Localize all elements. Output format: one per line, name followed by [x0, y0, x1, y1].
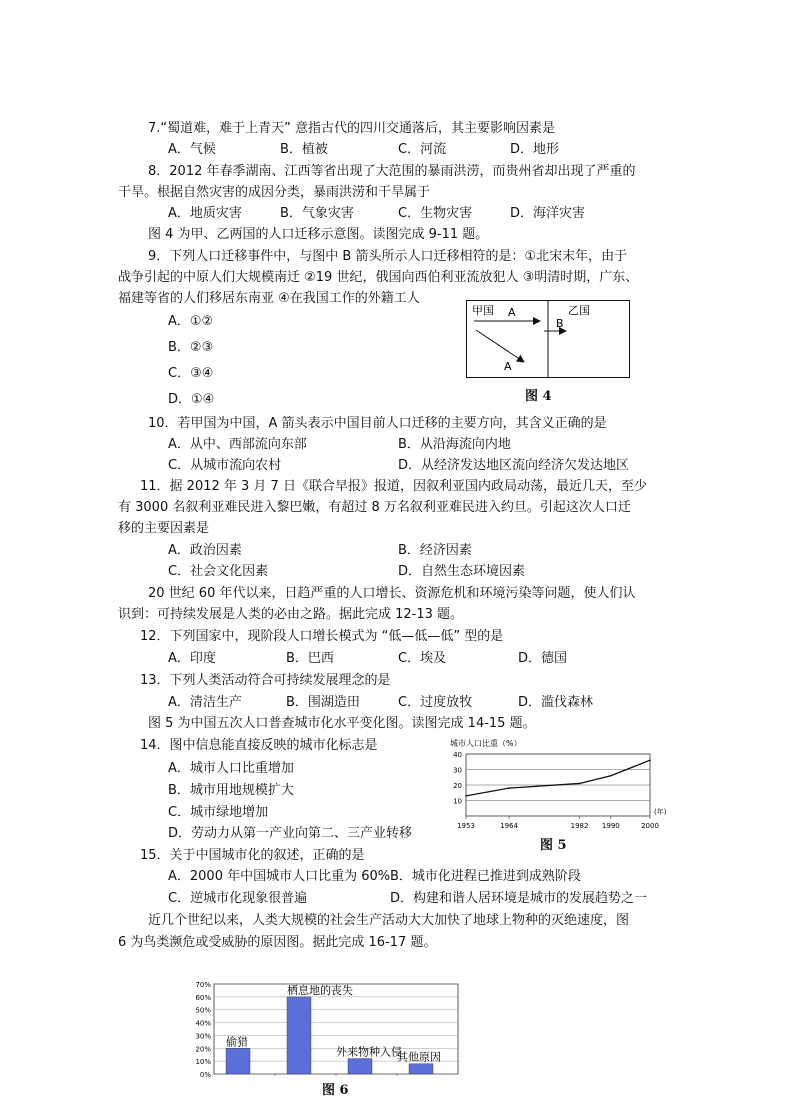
q12-option-b: B．巴西 [286, 651, 334, 666]
q14-option-d: D．劳动力从第一产业向第二、三产业转移 [168, 826, 413, 841]
figure-4-diagram [466, 300, 630, 378]
figure-4-label-b: B [556, 317, 564, 330]
q14-option-b: B．城市用地规模扩大 [168, 783, 294, 798]
q10-option-c: C．从城市流向农村 [168, 458, 282, 473]
q9-stem-line3: 福建等省的人们移居东南亚 ④在我国工作的外籍工人 [118, 291, 420, 306]
q14-option-a: A．城市人口比重增加 [168, 761, 294, 776]
q13-option-c: C．过度放牧 [398, 695, 473, 710]
q9-option-d: D．①④ [168, 392, 215, 407]
figure-5-series-line [466, 760, 650, 796]
q7-stem: 7.“蜀道难，难于上青天” 意指古代的四川交通落后，其主要影响因素是 [148, 121, 556, 136]
figure-6-bar [348, 1059, 372, 1074]
figure-6-ytick-label: 30% [195, 1032, 211, 1041]
figure-6-ytick-label: 50% [195, 1006, 211, 1015]
q13-option-d: D．滥伐森林 [518, 695, 594, 710]
figure-4-label-a1: A [508, 306, 516, 319]
intro-16-17-line2: 6 为鸟类濒危或受威胁的原因图。据此完成 16-17 题。 [118, 935, 437, 950]
figure-5-ytick-label: 40 [453, 751, 462, 759]
q15-option-a: A．2000 年中国城市人口比重为 60% [168, 869, 391, 884]
q15-stem: 15．关于中国城市化的叙述，正确的是 [140, 848, 365, 863]
q14-option-c: C．城市绿地增加 [168, 805, 269, 820]
q12-option-c: C．埃及 [398, 651, 447, 666]
figure-5-xunit: (年) [654, 808, 667, 816]
intro-9-11: 图 4 为甲、乙两国的人口迁移示意图。读图完成 9-11 题。 [148, 227, 489, 242]
q9-option-c: C．③④ [168, 366, 214, 381]
figure-6-bar-label: 外来物种入侵 [336, 1045, 402, 1059]
q10-stem: 10．若甲国为中国，A 箭头表示中国目前人口迁移的主要方向，其含义正确的是 [148, 416, 607, 431]
intro-12-13-line2: 识到：可持续发展是人类的必由之路。据此完成 12-13 题。 [118, 607, 464, 622]
figure-6-ytick-label: 10% [195, 1058, 211, 1067]
figure-5-xtick-label: 2000 [641, 822, 659, 830]
q8-option-c: C．生物灾害 [398, 206, 473, 221]
figure-5-xtick-label: 1964 [500, 822, 518, 830]
figure-5-ylabel: 城市人口比重（%） [450, 739, 522, 748]
figure-5-xtick-label: 1982 [570, 822, 589, 830]
q13-stem: 13．下列人类活动符合可持续发展理念的是 [140, 673, 391, 688]
figure-4-label-jia: 甲国 [472, 304, 494, 317]
figure-5-data-point [508, 787, 510, 789]
q13-option-a: A．清洁生产 [168, 695, 242, 710]
figure-6-bar-label: 偷猎 [226, 1035, 248, 1049]
figure-5-chart [440, 736, 680, 846]
figure-4-caption: 图 4 [525, 389, 552, 404]
figure-5-data-point [465, 795, 467, 797]
q14-stem: 14．图中信息能直接反映的城市化标志是 [140, 738, 378, 753]
intro-14-15: 图 5 为中国五次人口普查城市化水平变化图。读图完成 14-15 题。 [148, 716, 536, 731]
q10-option-a: A．从中、西部流向东部 [168, 437, 307, 452]
q13-option-b: B．围湖造田 [286, 695, 360, 710]
q12-option-d: D．德国 [518, 651, 568, 666]
q9-stem-line1: 9．下列人口迁移事件中，与图中 B 箭头所示人口迁移相符的是：①北宋末年，由于 [148, 249, 628, 264]
figure-5-data-point [610, 775, 612, 777]
q8-option-a: A．地质灾害 [168, 206, 242, 221]
q9-stem-line2: 战争引起的中原人们大规模南迁 ②19 世纪，俄国向西伯利亚流放犯人 ③明清时期，广东、 [118, 270, 639, 285]
q11-option-a: A．政治因素 [168, 543, 242, 558]
figure-6-ytick-label: 0% [199, 1071, 211, 1079]
figure-6-bar [409, 1064, 433, 1074]
q7-option-a: A．气候 [168, 142, 216, 157]
q12-option-a: A．印度 [168, 651, 216, 666]
q15-option-d: D．构建和谐人居环境是城市的发展趋势之一 [390, 891, 648, 906]
figure-6-ytick-label: 20% [195, 1045, 211, 1054]
q11-option-d: D．自然生态环境因素 [398, 564, 526, 579]
figure-6-bar-label: 栖息地的丧失 [287, 983, 353, 997]
q11-stem-line3: 移的主要因素是 [118, 521, 210, 536]
figure-6-chart [190, 980, 470, 1080]
q15-option-c: C．逆城市化现象很普遍 [168, 891, 308, 906]
q15-option-b: B．城市化进程已推进到成熟阶段 [390, 869, 581, 884]
q7-option-d: D．地形 [510, 142, 560, 157]
q8-option-b: B．气象灾害 [280, 206, 354, 221]
q8-stem-line1: 8．2012 年春季湖南、江西等省出现了大范围的暴雨洪涝，而贵州省却出现了严重的 [148, 164, 636, 179]
figure-5-ytick-label: 10 [453, 797, 462, 806]
figure-6-ytick-label: 70% [195, 981, 211, 989]
q11-option-b: B．经济因素 [398, 543, 472, 558]
figure-5-data-point [579, 783, 581, 785]
q11-option-c: C．社会文化因素 [168, 564, 269, 579]
figure-6-bar-label: 其他原因 [397, 1050, 441, 1064]
figure-6-caption: 图 6 [322, 1083, 349, 1098]
q8-option-d: D．海洋灾害 [510, 206, 586, 221]
figure-6-bar [226, 1048, 250, 1074]
figure-4-label-a2: A [504, 360, 512, 373]
figure-4-label-yi: 乙国 [568, 304, 590, 317]
figure-6-bar [287, 997, 311, 1074]
figure-6-ytick-label: 60% [195, 993, 211, 1002]
figure-6-ytick-label: 40% [195, 1019, 211, 1028]
figure-5-data-point [649, 759, 651, 761]
q10-option-b: B．从沿海流向内地 [398, 437, 511, 452]
q9-option-b: B．②③ [168, 340, 214, 355]
q9-option-a: A．①② [168, 314, 214, 329]
figure-5-ytick-label: 30 [453, 766, 462, 775]
figure-4-arrow-a-diagonal [476, 330, 524, 362]
intro-12-13-line1: 20 世纪 60 年代以来，日趋严重的人口增长、资源危机和环境污染等问题，使人们认 [148, 586, 636, 601]
figure-5-ytick-label: 20 [453, 782, 462, 790]
q10-option-d: D．从经济发达地区流向经济欠发达地区 [398, 458, 630, 473]
q7-option-c: C．河流 [398, 142, 447, 157]
q11-stem-line1: 11．据 2012 年 3 月 7 日《联合早报》报道，因叙利亚国内政局动荡，最近几天，至少 [140, 479, 647, 494]
q12-stem: 12．下列国家中，现阶段人口增长模式为 “低—低—低” 型的是 [140, 629, 504, 644]
intro-16-17-line1: 近几个世纪以来，人类大规模的社会生产活动大大加快了地球上物种的灭绝速度，图 [148, 913, 630, 928]
q7-option-b: B．植被 [280, 142, 328, 157]
q11-stem-line2: 有 3000 名叙利亚难民进入黎巴嫩，有超过 8 万名叙利亚难民进入约旦。引起这次人口迁 [118, 500, 631, 515]
figure-5-xtick-label: 1953 [457, 822, 475, 830]
q8-stem-line2: 干旱。根据自然灾害的成因分类，暴雨洪涝和干旱属于 [118, 185, 431, 200]
figure-5-xtick-label: 1990 [601, 822, 620, 830]
figure-5-caption: 图 5 [540, 838, 567, 853]
